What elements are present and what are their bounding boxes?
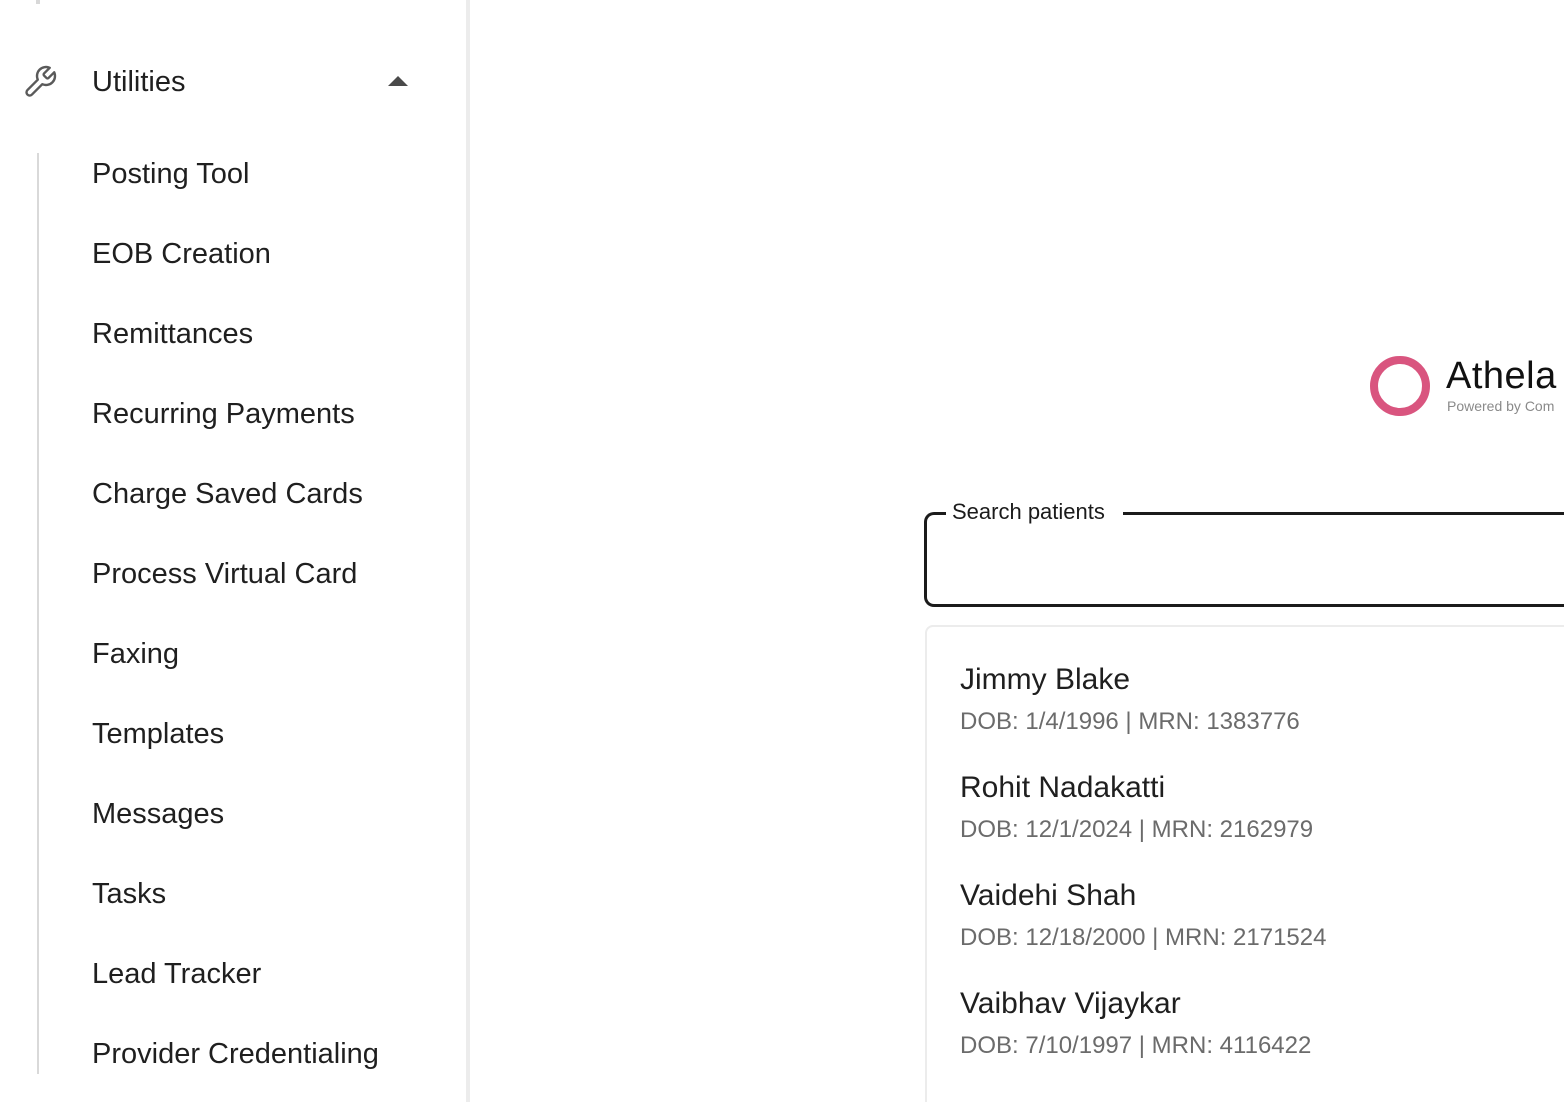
- sidebar-item-charge-saved-cards[interactable]: [0, 454, 466, 534]
- brand-tagline: Powered by Com: [1447, 398, 1555, 414]
- sidebar-group-utilities[interactable]: [0, 46, 466, 118]
- patient-name: Rohit Nadakatti: [960, 771, 1166, 804]
- sidebar-item-label: Templates: [92, 718, 225, 750]
- patient-result-item[interactable]: [927, 661, 1564, 769]
- sidebar-item-label: Provider Credentialing: [92, 1038, 379, 1070]
- sidebar-item-label: Lead Tracker: [92, 958, 262, 990]
- brand-logo: [1368, 352, 1564, 422]
- brand-name: Athela: [1446, 355, 1557, 397]
- caret-up-icon[interactable]: [386, 74, 410, 88]
- sidebar: [0, 0, 470, 1102]
- ring-logo-icon: [1368, 354, 1432, 418]
- patient-name: Vaibhav Vijaykar: [960, 987, 1181, 1020]
- search-label: Search patients: [946, 496, 1123, 528]
- sidebar-item-remittances[interactable]: [0, 294, 466, 374]
- sidebar-item-label: Faxing: [92, 638, 180, 670]
- sidebar-item-provider-credentialing[interactable]: [0, 1014, 466, 1094]
- sidebar-item-label: Posting Tool: [92, 158, 250, 190]
- sidebar-item-recurring-payments[interactable]: [0, 374, 466, 454]
- patient-name: Vaidehi Shah: [960, 879, 1137, 912]
- sidebar-item-label: Process Virtual Card: [92, 558, 358, 590]
- patient-details: DOB: 12/18/2000 | MRN: 2171524: [960, 924, 1327, 951]
- sidebar-item-label: Remittances: [92, 318, 254, 350]
- sidebar-group-label: Utilities: [92, 66, 186, 98]
- sidebar-item-eob-creation[interactable]: [0, 214, 466, 294]
- patient-result-item[interactable]: [927, 985, 1564, 1093]
- sidebar-item-process-virtual-card[interactable]: [0, 534, 466, 614]
- patient-result-item[interactable]: [927, 769, 1564, 877]
- sidebar-item-label: Recurring Payments: [92, 398, 355, 430]
- sidebar-item-label: Tasks: [92, 878, 167, 910]
- patient-result-item[interactable]: [927, 877, 1564, 985]
- sidebar-item-label: EOB Creation: [92, 238, 271, 270]
- sidebar-item-messages[interactable]: [0, 774, 466, 854]
- sidebar-item-posting-tool[interactable]: [0, 134, 466, 214]
- wrench-icon: [22, 64, 58, 100]
- utilities-submenu: [0, 134, 466, 1094]
- sidebar-item-label: Charge Saved Cards: [92, 478, 363, 510]
- main-content: [474, 0, 1564, 1102]
- patient-details: DOB: 7/10/1997 | MRN: 4116422: [960, 1032, 1312, 1059]
- patient-name: Jimmy Blake: [960, 663, 1131, 696]
- sidebar-item-lead-tracker[interactable]: [0, 934, 466, 1014]
- search-patients-input[interactable]: [932, 530, 1564, 596]
- sidebar-item-tasks[interactable]: [0, 854, 466, 934]
- collapsed-item-fragment: [36, 0, 40, 4]
- patient-details: DOB: 1/4/1996 | MRN: 1383776: [960, 708, 1300, 735]
- sidebar-item-label: Messages: [92, 798, 225, 830]
- patient-results-list: [925, 625, 1564, 1102]
- sidebar-item-templates[interactable]: [0, 694, 466, 774]
- sidebar-item-faxing[interactable]: [0, 614, 466, 694]
- patient-details: DOB: 12/1/2024 | MRN: 2162979: [960, 816, 1314, 843]
